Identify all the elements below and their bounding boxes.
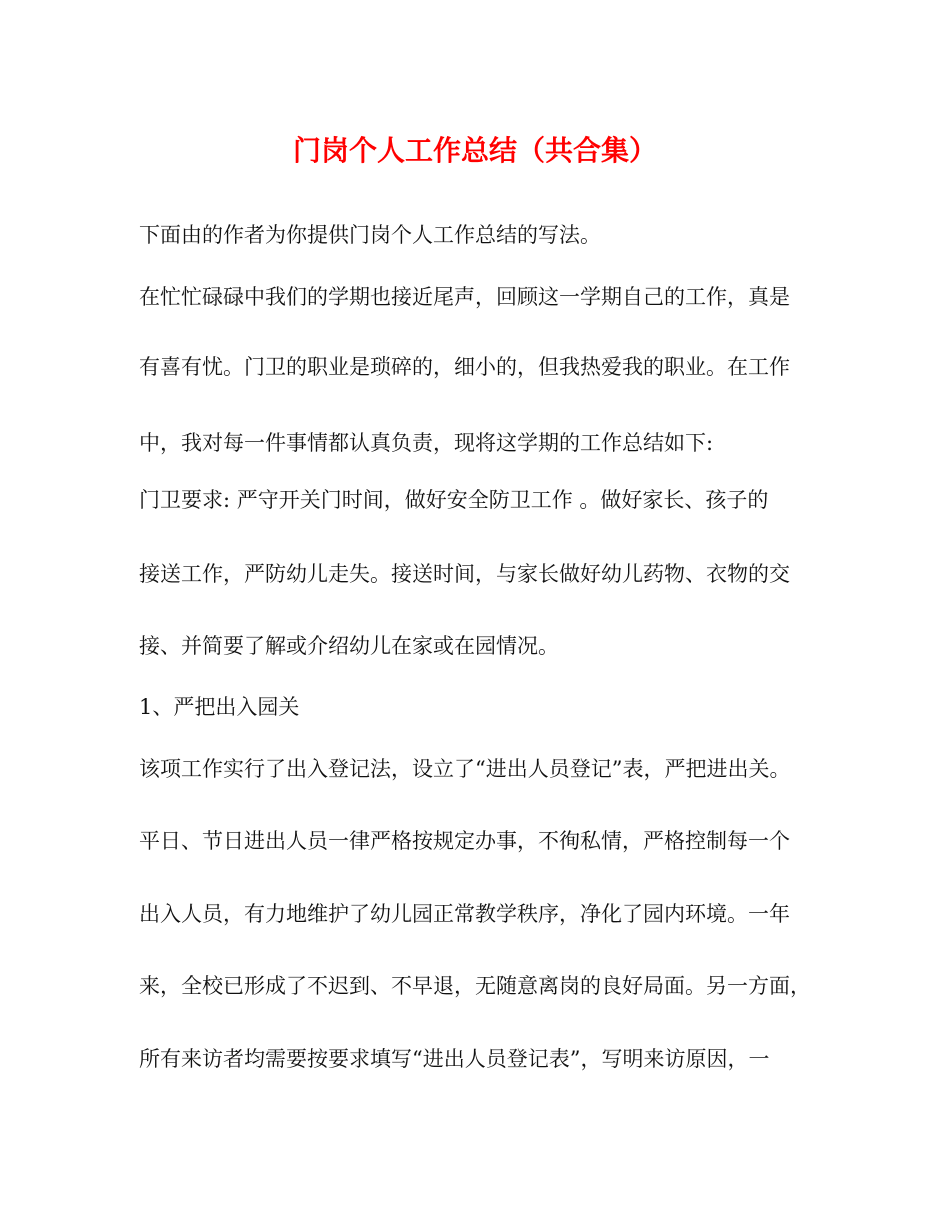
paragraph-line: 中，我对每一件事情都认真负责，现将这学期的工作总结如下:	[139, 431, 714, 455]
document-title: 门岗个人工作总结（共合集）	[292, 134, 657, 167]
paragraph-line: 平日、节日进出人员一律严格按规定办事，不徇私情，严格控制每一个	[139, 829, 790, 853]
paragraph-line: 接、并简要了解或介绍幼儿在家或在园情况。	[139, 634, 559, 658]
paragraph-line: 有喜有忧。门卫的职业是琐碎的，细小的，但我热爱我的职业。在工作	[139, 355, 790, 379]
paragraph-line: 接送工作，严防幼儿走失。接送时间，与家长做好幼儿药物、衣物的交	[139, 562, 790, 586]
paragraph-line: 在忙忙碌碌中我们的学期也接近尾声，回顾这一学期自己的工作，真是	[139, 285, 790, 309]
paragraph-line: 出入人员，有力地维护了幼儿园正常教学秩序，净化了园内环境。一年	[139, 902, 790, 926]
paragraph-line: 来，全校已形成了不迟到、不早退，无随意离岗的良好局面。另一方面，	[139, 974, 811, 998]
paragraph-line: 该项工作实行了出入登记法，设立了“进出人员登记”表，严把进出关。	[139, 757, 791, 781]
paragraph-line: 门卫要求: 严守开关门时间，做好安全防卫工作 。做好家长、孩子的	[139, 488, 769, 512]
section-heading: 1、严把出入园关	[139, 695, 300, 719]
paragraph-line: 所有来访者均需要按要求填写“进出人员登记表”，写明来访原因，一	[139, 1047, 770, 1071]
intro-line: 下面由的作者为你提供门岗个人工作总结的写法。	[139, 223, 601, 247]
